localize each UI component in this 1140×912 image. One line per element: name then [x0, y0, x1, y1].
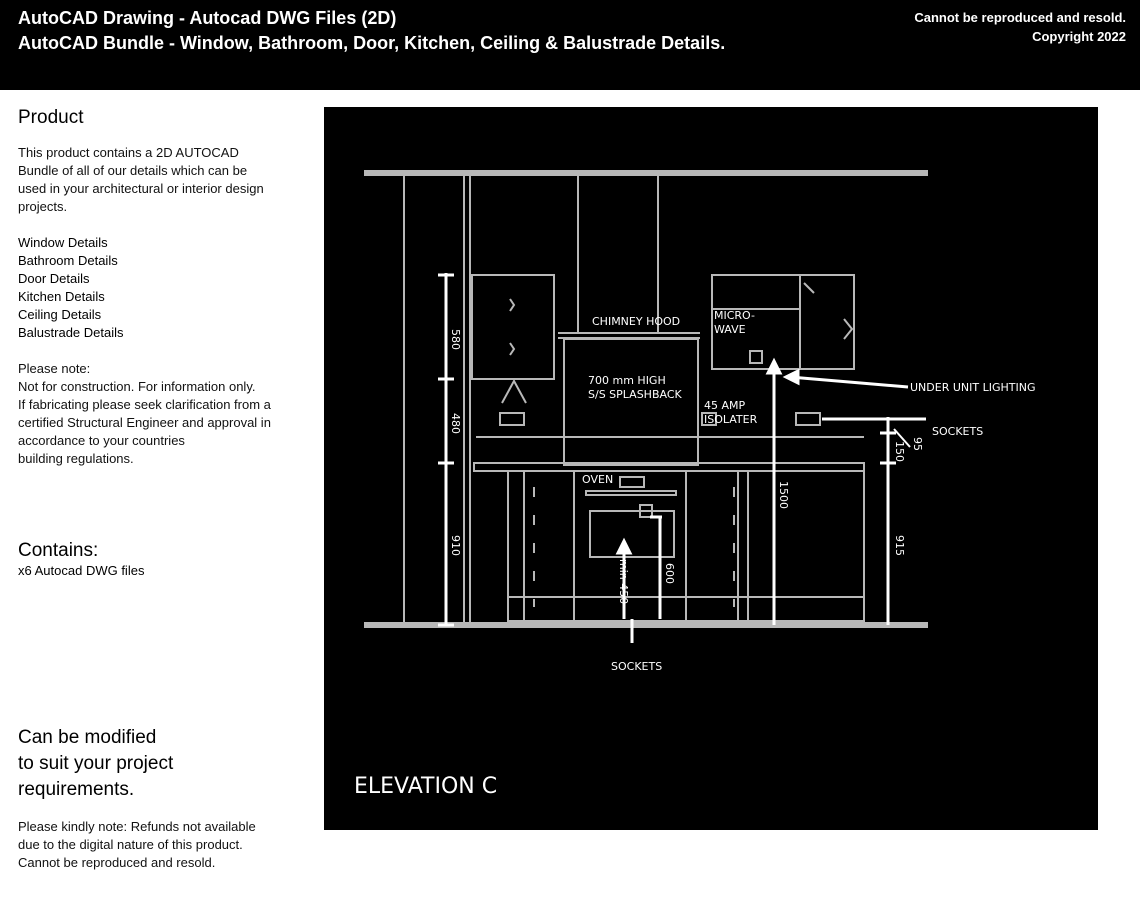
- note-line: building regulations.: [18, 451, 134, 466]
- product-description: [18, 144, 264, 216]
- splashback-panel: [564, 339, 698, 465]
- product-heading: Product: [18, 107, 84, 128]
- refund-line: Please kindly note: Refunds not available: [18, 819, 256, 834]
- oven-line: [586, 491, 676, 495]
- modify-heading-line: Can be modified: [18, 727, 157, 748]
- dimension-580: 580: [449, 329, 462, 350]
- chimney-duct: [578, 173, 658, 333]
- header-banner: [0, 0, 1140, 90]
- microwave-box: [750, 351, 762, 363]
- refund-line: due to the digital nature of this product.: [18, 837, 243, 852]
- header-notice-line1: Cannot be reproduced and resold.: [914, 10, 1126, 25]
- light-beam-left: [502, 381, 526, 403]
- dimension-480: 480: [449, 413, 462, 434]
- cabinet-door-mark: [804, 283, 814, 293]
- modify-heading-line: requirements.: [18, 779, 135, 800]
- label-sockets-right: SOCKETS: [932, 425, 984, 438]
- note-line: Not for construction. For information only.: [18, 379, 256, 394]
- product-description-line: projects.: [18, 199, 68, 214]
- cabinet-hinge-mark: [510, 343, 514, 355]
- label-chimney-hood: CHIMNEY HOOD: [592, 315, 681, 328]
- cabinet-door-mark: [844, 319, 852, 339]
- refund-line: Cannot be reproduced and resold.: [18, 855, 216, 870]
- dimension-95: 95: [911, 437, 924, 451]
- details-list: [18, 234, 124, 342]
- dimension-600: 600: [663, 563, 676, 584]
- details-item: Ceiling Details: [18, 307, 102, 322]
- drawing-labels: [449, 309, 1035, 673]
- dimension-910: 910: [449, 535, 462, 556]
- header-notice-line2: Copyright 2022: [1032, 29, 1126, 44]
- product-description-line: used in your architectural or interior design: [18, 181, 264, 196]
- note-heading: Please note:: [18, 361, 91, 376]
- details-item: Kitchen Details: [18, 289, 105, 304]
- arrow-head: [768, 361, 780, 373]
- under-light-left: [500, 413, 524, 425]
- under-light-right: [796, 413, 820, 425]
- note-line: certified Structural Engineer and approval in: [18, 415, 271, 430]
- leader-under-unit-lighting: [790, 377, 908, 387]
- dimension-915: 915: [893, 535, 906, 556]
- header-title-line2: AutoCAD Bundle - Window, Bathroom, Door, Kitchen, Ceiling & Balustrade Details.: [18, 33, 726, 53]
- details-item: Balustrade Details: [18, 325, 124, 340]
- label-amp-line2: ISOLATER: [704, 413, 758, 426]
- wall-cabinet-left: [472, 275, 554, 379]
- modify-heading-line: to suit your project: [18, 753, 174, 774]
- label-splashback-line1: 700 mm HIGH: [588, 374, 666, 387]
- product-description-line: Bundle of all of our details which can be: [18, 163, 248, 178]
- contains-heading: Contains:: [18, 540, 99, 561]
- modify-heading: [18, 725, 173, 803]
- label-splashback-line2: S/S SPLASHBACK: [588, 388, 682, 401]
- cabinet-hinge-mark: [510, 299, 514, 311]
- note-line: If fabricating please seek clarification from a: [18, 397, 271, 412]
- note-line: accordance to your countries: [18, 433, 185, 448]
- label-sockets-bottom: SOCKETS: [611, 660, 663, 673]
- details-item: Door Details: [18, 271, 90, 286]
- label-microwave-line2: WAVE: [714, 323, 746, 336]
- cad-drawing-panel: [324, 107, 1098, 830]
- elevation-label: ELEVATION C: [354, 774, 498, 799]
- details-item: Window Details: [18, 235, 108, 250]
- label-amp-line1: 45 AMP: [704, 399, 746, 412]
- dimension-min450: min 450: [617, 559, 630, 605]
- label-microwave-line1: MICRO-: [714, 309, 755, 322]
- header-title-line1: AutoCAD Drawing - Autocad DWG Files (2D): [18, 8, 397, 28]
- contains-item: x6 Autocad DWG files: [18, 563, 145, 578]
- header-notice: [914, 8, 1126, 46]
- note-block: [18, 360, 271, 468]
- details-item: Bathroom Details: [18, 253, 118, 268]
- product-description-line: This product contains a 2D AUTOCAD: [18, 145, 239, 160]
- label-under-unit-lighting: UNDER UNIT LIGHTING: [910, 381, 1036, 394]
- dimension-1500: 1500: [777, 481, 790, 509]
- arrow-head: [618, 541, 630, 553]
- wall-cabinet-right: [712, 275, 854, 369]
- oven-control: [620, 477, 644, 487]
- label-oven: OVEN: [582, 473, 614, 486]
- dimension-150: 150: [893, 441, 906, 462]
- elevation-drawing: [324, 107, 1098, 830]
- arrow-head: [786, 371, 798, 383]
- refund-note: [18, 818, 256, 872]
